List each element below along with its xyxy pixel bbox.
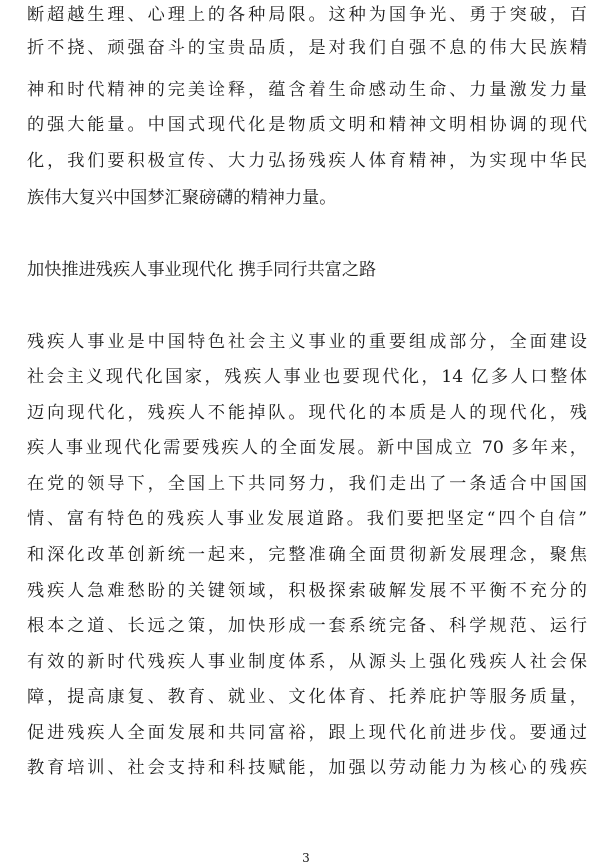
paragraph2-line-12: 促进残疾人全面发展和共同富裕，跟上现代化前进步伐。要通过 (27, 723, 587, 743)
paragraph1-line-4: 的强大能量。中国式现代化是物质文明和精神文明相协调的现代 (27, 115, 587, 135)
paragraph2-line-5: 在党的领导下，全国上下共同努力，我们走出了一条适合中国国 (27, 474, 587, 494)
paragraph2-line-4: 疾人事业现代化需要残疾人的全面发展。新中国成立 70 多年来， (27, 438, 587, 458)
paragraph1-line-3: 神和时代精神的完美诠释，蕴含着生命感动生命、力量激发力量 (27, 80, 587, 100)
paragraph1-line-6: 族伟大复兴中国梦汇聚磅礴的精神力量。 (27, 188, 337, 208)
paragraph2-line-3: 迈向现代化，残疾人不能掉队。现代化的本质是人的现代化，残 (27, 403, 587, 423)
paragraph2-line-1: 残疾人事业是中国特色社会主义事业的重要组成部分，全面建设 (27, 332, 587, 352)
paragraph2-line-13: 教育培训、社会支持和科技赋能，加强以劳动能力为核心的残疾 (27, 758, 587, 778)
paragraph2-line-8: 残疾人急难愁盼的关键领域，积极探索破解发展不平衡不充分的 (27, 581, 587, 601)
paragraph1-line-5: 化，我们要积极宣传、大力弘扬残疾人体育精神，为实现中华民 (27, 151, 587, 171)
paragraph1-line-2: 折不挠、顽强奋斗的宝贵品质，是对我们自强不息的伟大民族精 (27, 38, 587, 58)
paragraph1-line-1: 断超越生理、心理上的各种局限。这种为国争光、勇于突破，百 (27, 5, 587, 25)
paragraph2-line-7: 和深化改革创新统一起来，完整准确全面贯彻新发展理念，聚焦 (27, 545, 587, 565)
section-heading: 加快推进残疾人事业现代化 携手同行共富之路 (27, 260, 377, 280)
paragraph2-line-6: 情、富有特色的残疾人事业发展道路。我们要把坚定“四个自信” (27, 509, 587, 529)
paragraph2-line-11: 障，提高康复、教育、就业、文化体育、托养庇护等服务质量， (27, 687, 587, 707)
paragraph2-line-9: 根本之道、长远之策，加快形成一套系统完备、科学规范、运行 (27, 616, 587, 636)
paragraph2-line-2: 社会主义现代化国家，残疾人事业也要现代化，14 亿多人口整体 (27, 367, 587, 387)
page-number: 3 (302, 851, 310, 865)
paragraph2-line-10: 有效的新时代残疾人事业制度体系，从源头上强化残疾人社会保 (27, 652, 587, 672)
